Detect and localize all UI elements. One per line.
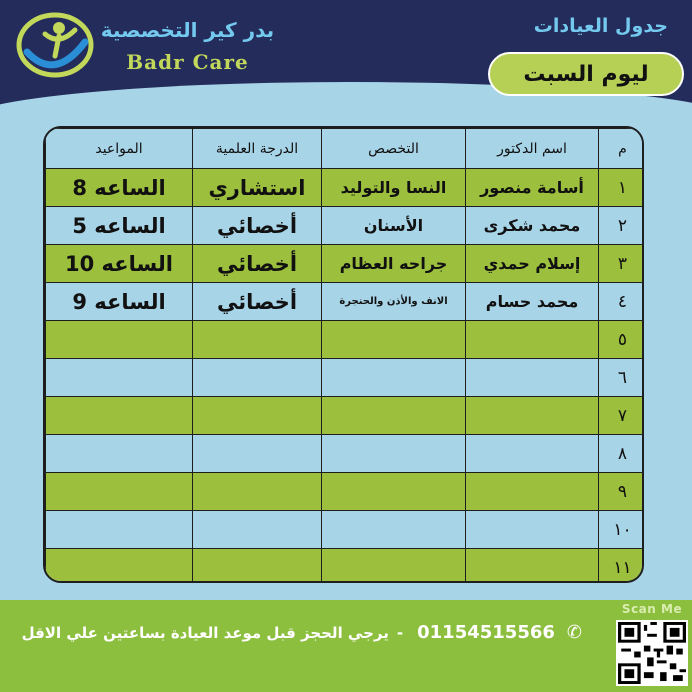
doctor-name bbox=[466, 397, 599, 435]
footer-band bbox=[0, 600, 692, 692]
degree bbox=[193, 511, 322, 549]
appointment: الساعه 10 bbox=[46, 245, 193, 283]
table-row bbox=[46, 359, 645, 397]
table-header-row bbox=[46, 129, 645, 169]
specialty bbox=[322, 473, 466, 511]
specialty bbox=[322, 549, 466, 584]
header-index: م bbox=[599, 129, 645, 169]
row-index: ٥ bbox=[599, 321, 645, 359]
degree: استشاري bbox=[193, 169, 322, 207]
specialty bbox=[322, 359, 466, 397]
header-doctor: اسم الدكتور bbox=[466, 129, 599, 169]
notice-text: يرجي الحجز قبل موعد العيادة بساعتين علي الاقل bbox=[21, 623, 389, 642]
specialty: الأسنان bbox=[322, 207, 466, 245]
appointment: الساعه 9 bbox=[46, 283, 193, 321]
degree bbox=[193, 473, 322, 511]
table-row bbox=[46, 511, 645, 549]
specialty bbox=[322, 397, 466, 435]
row-index: ٤ bbox=[599, 283, 645, 321]
doctor-name: إسلام حمدي bbox=[466, 245, 599, 283]
table-row bbox=[46, 473, 645, 511]
table-row bbox=[46, 435, 645, 473]
table-row bbox=[46, 169, 645, 207]
brand-arabic-name: بدر كير التخصصية bbox=[100, 18, 275, 42]
doctor-name: محمد حسام bbox=[466, 283, 599, 321]
degree bbox=[193, 397, 322, 435]
header-specialty: التخصص bbox=[322, 129, 466, 169]
doctor-name: محمد شكرى bbox=[466, 207, 599, 245]
row-index: ١ bbox=[599, 169, 645, 207]
qr-code-icon[interactable] bbox=[616, 620, 688, 686]
brand-english-name: Badr Care bbox=[126, 50, 249, 74]
degree: أخصائي bbox=[193, 207, 322, 245]
appointment bbox=[46, 435, 193, 473]
degree: أخصائي bbox=[193, 245, 322, 283]
degree bbox=[193, 359, 322, 397]
header-degree: الدرجة العلمية bbox=[193, 129, 322, 169]
degree: أخصائي bbox=[193, 283, 322, 321]
appointment: الساعه 5 bbox=[46, 207, 193, 245]
specialty bbox=[322, 321, 466, 359]
appointment bbox=[46, 473, 193, 511]
doctor-name bbox=[466, 321, 599, 359]
appointment: الساعه 8 bbox=[46, 169, 193, 207]
row-index: ٨ bbox=[599, 435, 645, 473]
day-label: ليوم السبت bbox=[488, 52, 684, 96]
separator: - bbox=[396, 623, 404, 642]
appointment bbox=[46, 359, 193, 397]
appointment bbox=[46, 397, 193, 435]
row-index: ٧ bbox=[599, 397, 645, 435]
row-index: ٩ bbox=[599, 473, 645, 511]
phone-icon: ✆ bbox=[566, 622, 582, 643]
table-row bbox=[46, 283, 645, 321]
row-index: ٣ bbox=[599, 245, 645, 283]
degree bbox=[193, 435, 322, 473]
specialty bbox=[322, 511, 466, 549]
doctor-name bbox=[466, 549, 599, 584]
scan-me-label: Scan Me bbox=[621, 602, 683, 616]
row-index: ٦ bbox=[599, 359, 645, 397]
doctor-name: أسامة منصور bbox=[466, 169, 599, 207]
specialty bbox=[322, 435, 466, 473]
doctor-name bbox=[466, 511, 599, 549]
table-row bbox=[46, 207, 645, 245]
logo-icon bbox=[15, 12, 95, 78]
table-row bbox=[46, 245, 645, 283]
booking-notice bbox=[0, 622, 582, 643]
specialty: النسا والتوليد bbox=[322, 169, 466, 207]
row-index: ١١ bbox=[599, 549, 645, 584]
doctor-name bbox=[466, 473, 599, 511]
degree bbox=[193, 321, 322, 359]
appointment bbox=[46, 549, 193, 584]
specialty: جراحه العظام bbox=[322, 245, 466, 283]
appointment bbox=[46, 321, 193, 359]
header-appointment: المواعيد bbox=[46, 129, 193, 169]
row-index: ١٠ bbox=[599, 511, 645, 549]
phone-number[interactable]: 01154515566 bbox=[417, 622, 555, 643]
table-row bbox=[46, 321, 645, 359]
specialty: الانف والأذن والحنجرة bbox=[322, 283, 466, 321]
doctor-name bbox=[466, 359, 599, 397]
degree bbox=[193, 549, 322, 584]
table-row bbox=[46, 549, 645, 584]
clinic-schedule-table bbox=[43, 126, 644, 583]
row-index: ٢ bbox=[599, 207, 645, 245]
table-row bbox=[46, 397, 645, 435]
doctor-name bbox=[466, 435, 599, 473]
appointment bbox=[46, 511, 193, 549]
schedule-title: جدول العيادات bbox=[533, 15, 668, 37]
